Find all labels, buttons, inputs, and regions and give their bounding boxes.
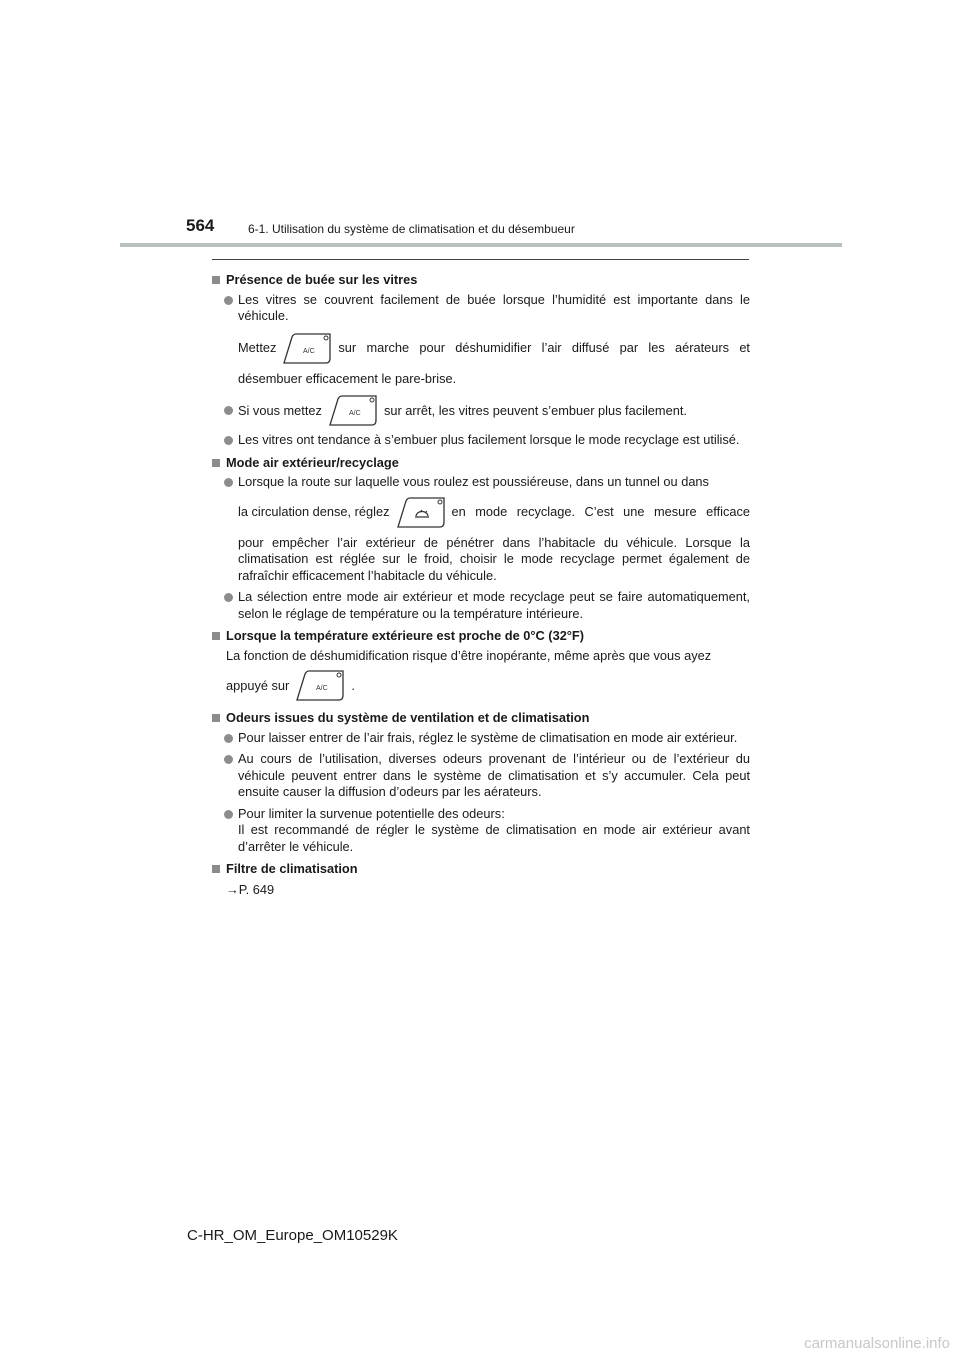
section-title: 6-1. Utilisation du système de climatisation et du désembueur [248,222,575,236]
bullet-item [212,474,750,491]
bullet-text: Au cours de l’utilisation, diverses odeurs provenant de l’intérieur ou de l’extérieur du véhicule peuvent entrer dans le système de climatisation et s’y accumuler. Cela peut ensuite causer la diffusion d’odeurs par les aérateurs. [238,751,750,799]
bullet-item [212,806,750,856]
inline-text: Mettez [238,340,277,356]
round-bullet-icon [224,296,233,305]
bullet-item [212,751,750,801]
bullet-text: Les vitres se couvrent facilement de buée lorsque l’humidité est importante dans le véhicule. [238,291,750,323]
bullet-item [212,730,750,747]
page-reference-link[interactable]: →P. 649 [226,881,275,897]
ac-button-icon [328,394,378,428]
bullet-text: Pour limiter la survenue potentielle des odeurs: [238,805,505,821]
round-bullet-icon [224,436,233,445]
bullet-text: Il est recommandé de régler le système de climatisation en mode air extérieur avant d’arrêter le véhicule. [238,822,750,854]
heading-text: Mode air extérieur/recyclage [226,454,399,470]
bullet-text: La sélection entre mode air extérieur et mode recyclage peut se faire automatiquement, selon le réglage de température ou la température intérieure. [238,589,750,621]
heading-text: Lorsque la température extérieure est proche de 0°C (32°F) [226,628,585,643]
inline-text: sur marche pour déshumidifier l’air diffusé par les aérateurs et [338,340,750,356]
paragraph-text: pour empêcher l’air extérieur de pénétrer dans l’habitacle du véhicule. Lorsque la climatisation est réglée sur le froid, choisir le mode recyclage permet également de rafraîchir efficacement l’habitacle du véhicule. [238,534,750,583]
inline-button-line [212,331,750,367]
ac-button-icon [282,332,332,366]
heading-temperature [212,628,750,645]
recirculation-button-icon [396,496,446,530]
round-bullet-icon [224,406,233,415]
round-bullet-icon [224,810,233,819]
bullet-item [212,393,750,429]
inline-text: en mode recyclage. C’est une mesure efficace [451,504,750,520]
round-bullet-icon [224,755,233,764]
inline-text: Si vous mettez [238,402,322,418]
bullet-text: Lorsque la route sur laquelle vous roulez est poussiéreuse, dans un tunnel ou dans [238,474,709,489]
heading-text: Présence de buée sur les vitres [226,272,418,287]
square-bullet-icon [212,276,220,284]
bullet-item [212,589,750,622]
square-bullet-icon [212,714,220,722]
bullet-item [212,292,750,325]
document-id: C-HR_OM_Europe_OM10529K [187,1227,398,1244]
square-bullet-icon [212,632,220,640]
heading-text: Odeurs issues du système de ventilation et de climatisation [226,710,590,725]
page-number: 564 [186,216,215,235]
bullet-item [212,432,750,449]
paragraph-text: désembuer efficacement le pare-brise. [238,370,457,386]
header-rule [120,243,842,247]
inline-text: . [351,677,355,693]
inline-text: appuyé sur [226,677,290,693]
heading-odeurs [212,710,750,727]
round-bullet-icon [224,734,233,743]
ac-button-icon [295,669,345,703]
round-bullet-icon [224,593,233,602]
round-bullet-icon [224,478,233,487]
inline-button-line [212,668,750,704]
page-content [212,268,750,898]
inline-text: la circulation dense, réglez [238,504,390,520]
square-bullet-icon [212,865,220,873]
paragraph-text: La fonction de déshumidification risque d’être inopérante, même après que vous ayez [226,647,712,663]
heading-text: Filtre de climatisation [226,861,358,876]
content-divider [212,259,749,260]
inline-text: sur arrêt, les vitres peuvent s’embuer plus facilement. [383,402,687,418]
heading-buee [212,272,750,289]
bullet-text: Les vitres ont tendance à s’embuer plus facilement lorsque le mode recyclage est utilisé. [238,432,740,447]
heading-air-recyclage [212,455,750,472]
bullet-text: Pour laisser entrer de l’air frais, réglez le système de climatisation en mode air extérieur. [238,729,738,745]
heading-filtre [212,861,750,878]
inline-button-line [212,495,750,531]
square-bullet-icon [212,459,220,467]
watermark: carmanualsonline.info [804,1335,950,1352]
